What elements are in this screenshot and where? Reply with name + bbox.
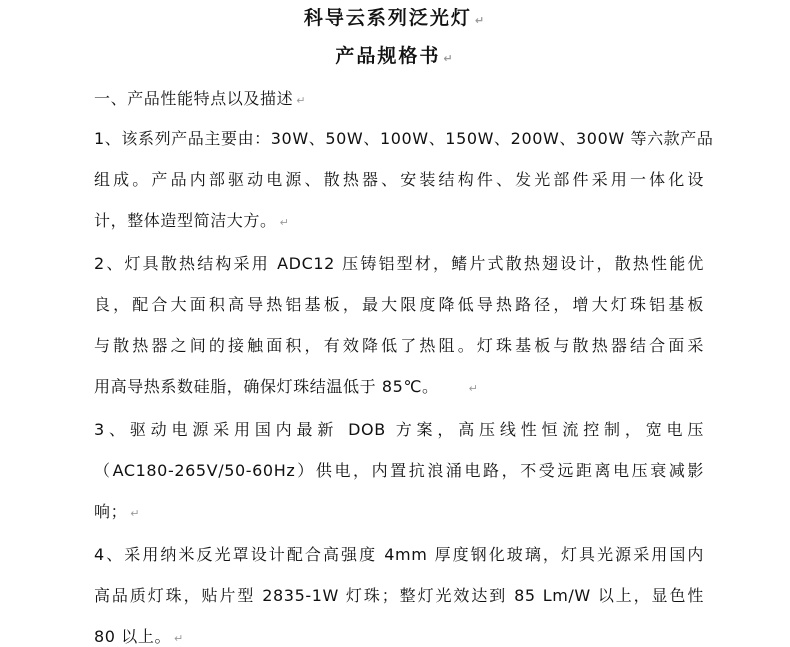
paragraph-line: 与散热器之间的接触面积，有效降低了热阻。灯珠基板与散热器结合面采 — [94, 336, 704, 355]
section-heading: 一、产品性能特点以及描述 ↵ — [94, 89, 307, 108]
paragraph-line: 1、该系列产品主要由：30W、50W、100W、150W、200W、300W 等六款产品 — [94, 129, 714, 148]
paragraph-line: （AC180-265V/50-60Hz）供电，内置抗浪涌电路，不受远距离电压衰减影 — [94, 461, 704, 480]
paragraph-line: 组成。产品内部驱动电源、散热器、安装结构件、发光部件采用一体化设 — [94, 170, 704, 189]
paragraph-line: 高品质灯珠，贴片型 2835-1W 灯珠；整灯光效达到 85 Lm/W 以上，显色性 — [94, 586, 704, 605]
document-subtitle: 产品规格书 ↵ — [335, 45, 455, 67]
paragraph-line: 响； ↵ — [94, 502, 141, 521]
document-title: 科导云系列泛光灯 ↵ — [303, 7, 487, 29]
paragraph-line: 2、灯具散热结构采用 ADC12 压铸铝型材，鳍片式散热翅设计，散热性能优 — [94, 254, 704, 273]
paragraph-line: 用高导热系数硅脂，确保灯珠结温低于 85℃。 ↵ — [94, 377, 479, 396]
paragraph-line: 良，配合大面积高导热铝基板，最大限度降低导热路径，增大灯珠铝基板 — [94, 295, 704, 314]
paragraph-line: 3、驱动电源采用国内最新 DOB 方案，高压线性恒流控制，宽电压 — [94, 420, 704, 439]
paragraph-line: 4、采用纳米反光罩设计配合高强度 4mm 厚度钢化玻璃，灯具光源采用国内 — [94, 545, 704, 564]
paragraph-line: 80 以上。 ↵ — [94, 627, 184, 646]
paragraph-line: 计，整体造型简洁大方。 ↵ — [94, 211, 290, 230]
